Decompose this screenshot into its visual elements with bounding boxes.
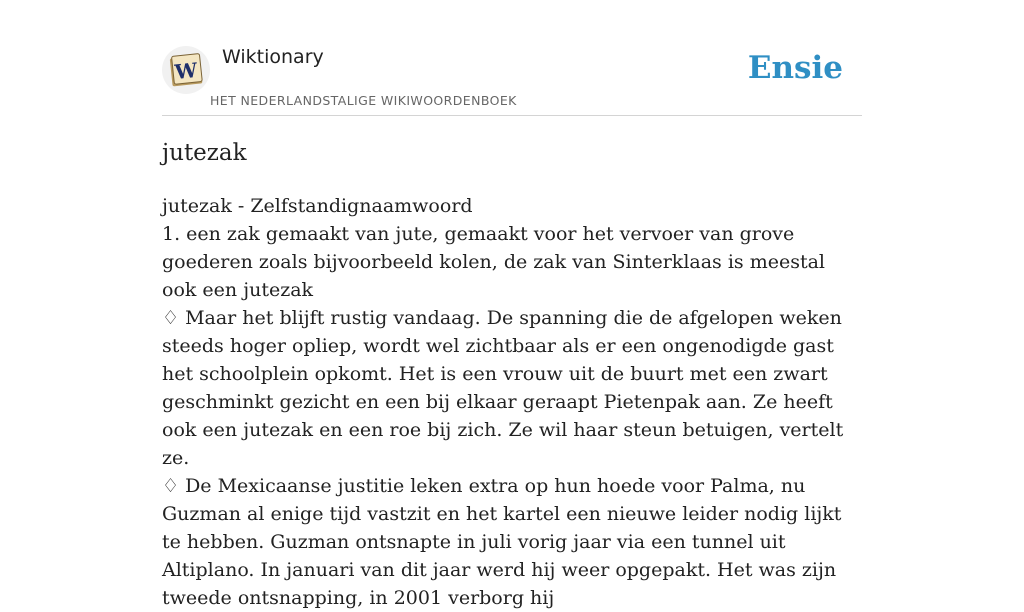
example-sentence: ♢ Maar het blijft rustig vandaag. De spanning die de afgelopen weken steeds hoger opliep, wordt wel zichtbaar als er een ongenodigde gast het schoolplein opkomt. Het is een vrouw uit de buurt met een zwart geschminkt gezicht en een bij elkaar geraapt Pietenpak aan. Ze heeft ook een jutezak en een roe bij zich. Ze wil haar steun betuigen, vertelt ze. [162, 307, 844, 469]
wiktionary-w-tile-icon [168, 52, 204, 88]
ensie-brand-link[interactable]: Ensie [747, 50, 843, 86]
wiktionary-logo-icon[interactable] [162, 46, 210, 94]
entry-definition: 1. een zak gemaakt van jute, gemaakt voor het vervoer van grove goederen zoals bijvoorbeeld kolen, de zak van Sinterklaas is meestal ook een jutezak [162, 223, 826, 301]
svg-text:W: W [173, 57, 199, 85]
site-name[interactable]: Wiktionary [222, 46, 324, 68]
example-sentence: ♢ De Mexicaanse justitie leken extra op hun hoede voor Palma, nu Guzman al enige tijd vastzit en het kartel een nieuwe leider nodig lijkt te hebben. Guzman ontsnapte in juli vorig jaar via een tunnel uit Altiplano. In januari van dit jaar werd hij weer opgepakt. Het was zijn tweede ontsnapping, in 2001 verborg hij [162, 475, 842, 609]
entry-body [162, 192, 862, 612]
site-header [162, 0, 862, 116]
entry-heading: jutezak - Zelfstandignaamwoord [162, 195, 473, 217]
word-title: jutezak [162, 140, 247, 166]
site-tagline: HET NEDERLANDSTALIGE WIKIWOORDENBOEK [210, 93, 517, 108]
page [162, 0, 862, 609]
